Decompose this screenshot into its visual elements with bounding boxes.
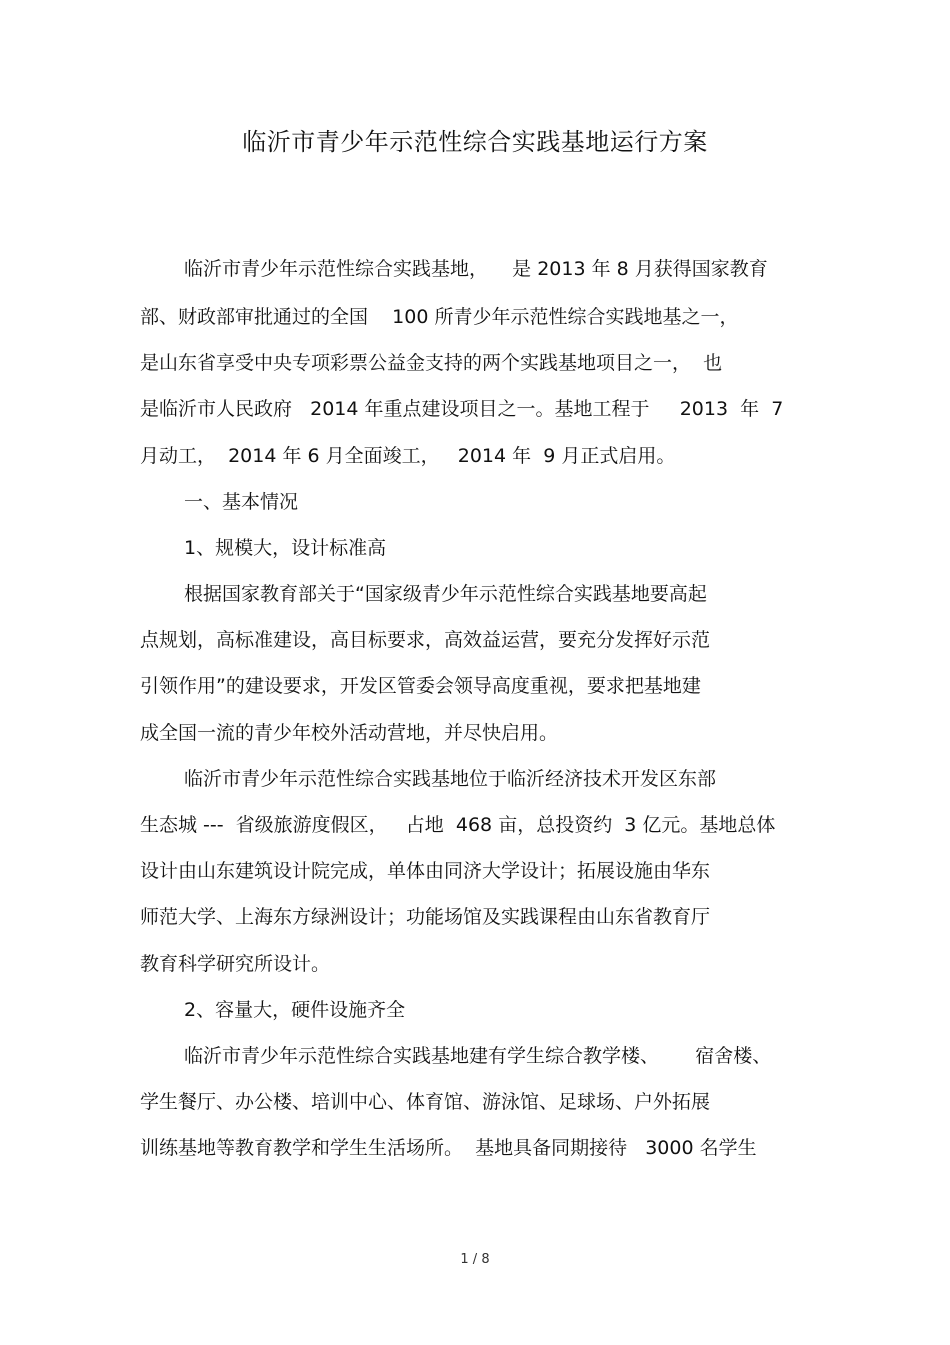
body-line: 生态城 --- 省级旅游度假区， 占地 468 亩，总投资约 3 亿元。基地总体 bbox=[140, 814, 776, 836]
body-line: 月动工， 2014 年 6 月全面竣工， 2014 年 9 月正式启用。 bbox=[140, 445, 676, 467]
body-line: 点规划，高标准建设，高目标要求，高效益运营，要充分发挥好示范 bbox=[140, 629, 711, 651]
body-line: 临沂市青少年示范性综合实践基地位于临沂经济技术开发区东部 bbox=[184, 768, 717, 790]
section-heading: 一、基本情况 bbox=[184, 491, 299, 513]
body-line: 是山东省享受中央专项彩票公益金支持的两个实践基地项目之一， 也 bbox=[140, 352, 723, 374]
body-line: 是临沂市人民政府 2014 年重点建设项目之一。基地工程于 2013 年 7 bbox=[140, 398, 784, 420]
page-number: 1 / 8 bbox=[460, 1252, 490, 1267]
body-line: 临沂市青少年示范性综合实践基地建有学生综合教学楼、 宿舍楼、 bbox=[184, 1045, 772, 1067]
body-line: 设计由山东建筑设计院完成，单体由同济大学设计；拓展设施由华东 bbox=[140, 860, 711, 882]
subsection-heading: 1、规模大，设计标准高 bbox=[184, 537, 387, 559]
body-line: 教育科学研究所设计。 bbox=[140, 953, 331, 975]
body-line: 引领作用”的建设要求，开发区管委会领导高度重视，要求把基地建 bbox=[140, 675, 701, 697]
body-line: 成全国一流的青少年校外活动营地，并尽快启用。 bbox=[140, 722, 559, 744]
body-line: 根据国家教育部关于“国家级青少年示范性综合实践基地要高起 bbox=[184, 583, 707, 605]
subsection-heading: 2、容量大，硬件设施齐全 bbox=[184, 999, 406, 1021]
page-title: 临沂市青少年示范性综合实践基地运行方案 bbox=[242, 128, 708, 156]
body-line: 师范大学、上海东方绿洲设计；功能场馆及实践课程由山东省教育厅 bbox=[140, 906, 711, 928]
body-line: 学生餐厅、办公楼、培训中心、体育馆、游泳馆、足球场、户外拓展 bbox=[140, 1091, 711, 1113]
body-line: 训练基地等教育教学和学生生活场所。 基地具备同期接待 3000 名学生 bbox=[140, 1137, 757, 1159]
body-line: 部、财政部审批通过的全国 100 所青少年示范性综合实践地基之一， bbox=[140, 306, 739, 328]
body-line: 临沂市青少年示范性综合实践基地， 是 2013 年 8 月获得国家教育 bbox=[184, 258, 768, 280]
